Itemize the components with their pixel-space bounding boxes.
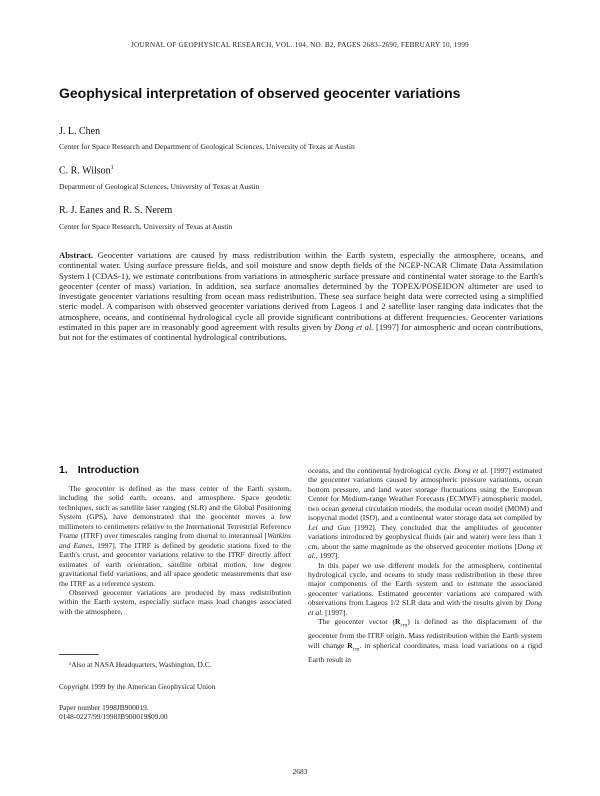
right-p1-text-d: , 1997]. (315, 551, 340, 561)
journal-header: JOURNAL OF GEOPHYSICAL RESEARCH, VOL. 104, NO. B2, PAGES 2683–2690, FEBRUARY 10, 1999 (131, 41, 469, 49)
paper-number: Paper number 1998JB900019. (59, 703, 149, 712)
geocenter-vector-subscript: cm (400, 622, 408, 629)
section-heading (59, 464, 149, 476)
right-p1-citation-2: Lei and Guo (308, 522, 351, 532)
right-p1-text-c: [1992]. They concluded that the amplitudes of geocenter variations introduced by geophysical fluids (air and water) were less than 1 cm, about the same magnitude as the observed geocenter motions [ (308, 522, 542, 551)
paper-title: Geophysical interpretation of observed geocenter variations (59, 85, 461, 101)
author-3-affiliation: Center for Space Research, University of Texas at Austin (59, 222, 233, 231)
abstract-citation: Dong et al. (334, 322, 374, 333)
right-paragraph-3: The geocenter vector $(R_{cm})$ is defined as the displacement of the geocenter from the ITRF origin. Mass redistribution within the Earth system will change $R_{cm}$. in spherical coordinates, mass load variations on a rigid Earth result in (308, 617, 543, 664)
geocenter-vector-symbol: R (395, 617, 401, 627)
left-p1-citation: Watkins and Eanes (59, 531, 291, 550)
right-paragraph-2 (308, 561, 542, 618)
left-paragraph-1 (59, 484, 291, 588)
left-p1-text-a: The geocenter is defined as the mass center of the Earth system, including the solid earth, oceans, and atmosphere. Space geodetic techniques, such as satellite laser ranging (SLR) and the Global Positioning System (GPS), have demonstrated that the geocenter moves a few millimeters to centimeters relative to the International Terrestrial Reference Frame (ITRF) over timescales ranging from diurnal to interannual [ (59, 484, 291, 541)
author-2-name-text: C. R. Wilson (59, 165, 111, 177)
geocenter-vector-symbol-2: R (347, 640, 353, 650)
right-p2-text-b: [1997]. (325, 607, 348, 617)
abstract-text-2: [1997] for atmospheric and ocean contributions, but not for the estimates of continental hydrological contributions. (59, 322, 543, 343)
left-p1-text-b: , 1997]. The ITRF is defined by geodetic stations fixed to the Earth's crust, and geocenter variations relative to the ITRF directly affect estimates of earth orientation, satellite orbital motion, low degree gravitational field variations, and all space geodetic measurements that use the ITRF as a reference system. (59, 540, 291, 588)
right-p1-citation-3: Dong et al. (308, 541, 542, 561)
copyright: Copyright 1999 by the American Geophysical Union (59, 682, 216, 691)
abstract-label: Abstract. (59, 250, 94, 260)
section-number: 1. (59, 464, 68, 476)
geocenter-vector-subscript-2: cm (352, 646, 360, 653)
right-p3-text-b: ) is defined as the displacement of the geocenter from the ITRF origin. Mass redistribution within the Earth system will change (308, 617, 542, 650)
left-column (59, 484, 291, 616)
issn: 0148-0227/99/1998JB900019$09.00 (59, 712, 168, 721)
right-p1-citation-1: Dong et al. (453, 466, 489, 475)
author-2-footnote-mark: 1 (110, 165, 114, 171)
right-column (308, 466, 542, 664)
abstract (59, 250, 543, 343)
left-paragraph-2: Observed geocenter variations are produced by mass redistribution within the Earth system, especially surface mass load changes associated with the atmosphere, (59, 587, 291, 616)
author-3-name: R. J. Eanes and R. S. Nerem (59, 205, 173, 216)
right-p3-text-a: The geocenter vector ( (318, 617, 396, 627)
right-p2-citation: Dong et al. (308, 598, 542, 617)
author-1-name: J. L. Chen (59, 126, 101, 137)
right-p1-text-a: oceans, and the continental hydrological cycle. (308, 466, 452, 475)
footnote-rule (59, 654, 99, 655)
right-paragraph-1 (308, 466, 542, 561)
author-2-name (59, 165, 114, 176)
author-1-affiliation: Center for Space Research and Department of Geological Sciences, University of Texas at Austin (59, 142, 355, 151)
right-p1-text-b: [1997] estimated the geocenter variations caused by atmospheric pressure variations, ocean bottom pressure, and land water storage fluctuations using the European Center for Medium-range Weather Forecasts (ECMWF) atmospheric model, two ocean general circulation models, the modular ocean model (MOM) and isopycnal model (ISO), and a continental water storage data set compiled by (308, 466, 543, 523)
abstract-text-1: Geocenter variations are caused by mass redistribution within the Earth system, especially the atmosphere, oceans, and continental water. Using surface pressure fields, and soil moisture and snow depth fields of the NCEP-NCAR Climate Data Assimilation System I (CDAS-1), we estimate contributions from variations in atmospheric surface pressure and continental water storage to the Earth's geocenter (center of mass) variation. In addition, sea surface anomalies determined by the TOPEX/POSEIDON altimeter are used to investigate geocenter variations resulting from ocean mass redistribution. These sea surface height data were corrected using a simplified steric model. A comparison with observed geocenter variations derived from Lageos 1 and 2 satellite laser ranging data indicates that the atmosphere, oceans, and continental hydrological cycle all provide significant contributions at different frequencies. Geocenter variations estimated in this paper are in reasonably good agreement with results given by (59, 250, 543, 333)
page-number: 2683 (292, 767, 308, 776)
footnote: ¹Also at NASA Headquarters, Washington, D.C. (69, 660, 212, 669)
author-2-affiliation: Department of Geological Sciences, University of Texas at Austin (59, 182, 260, 191)
right-p2-text-a: In this paper we use different models for the atmosphere, continental hydrological cycle, and oceans to study mass redistribution in these three major components of the Earth system and to estimate the associated geocenter variations. Estimated geocenter variations are compared with observations from Lageos 1/2 SLR data and with the results given by (308, 560, 542, 608)
section-title: Introduction (77, 464, 140, 476)
right-p3-text-c: in spherical coordinates, mass load variations on a rigid Earth result in (308, 640, 543, 664)
